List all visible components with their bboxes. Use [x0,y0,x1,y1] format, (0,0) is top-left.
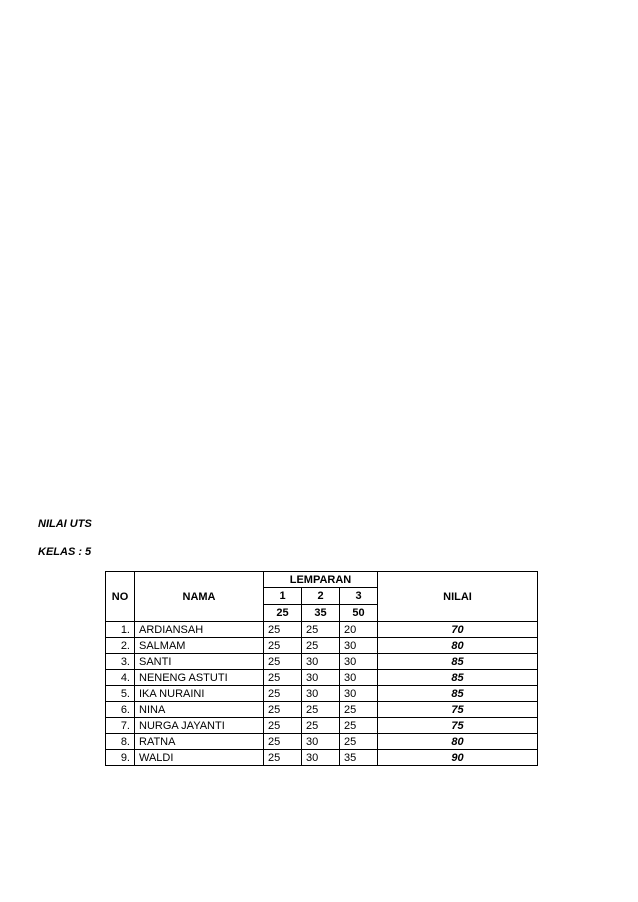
row-throw-3: 30 [340,670,378,686]
header-lemparan: LEMPARAN [264,572,378,588]
row-throw-1: 25 [264,750,302,766]
row-throw-2: 30 [302,734,340,750]
page-title: NILAI UTS [38,518,92,530]
row-throw-2: 30 [302,750,340,766]
row-throw-1: 25 [264,638,302,654]
header-max-2: 35 [302,605,340,622]
row-nilai: 75 [378,702,538,718]
header-nilai: NILAI [378,572,538,622]
header-no: NO [106,572,135,622]
class-label: KELAS : 5 [38,546,92,558]
row-throw-1: 25 [264,670,302,686]
row-throw-3: 35 [340,750,378,766]
row-no: 6. [106,702,135,718]
row-throw-2: 25 [302,638,340,654]
header-throw-1: 1 [264,588,302,605]
row-nama: ARDIANSAH [135,622,264,638]
row-nama: RATNA [135,734,264,750]
row-throw-2: 30 [302,654,340,670]
row-no: 2. [106,638,135,654]
row-throw-3: 30 [340,654,378,670]
row-throw-1: 25 [264,622,302,638]
row-nilai: 80 [378,734,538,750]
grades-table [105,571,538,766]
row-no: 5. [106,686,135,702]
row-nama: SALMAM [135,638,264,654]
row-no: 7. [106,718,135,734]
table-row [106,702,538,718]
row-nama: WALDI [135,750,264,766]
row-nilai: 70 [378,622,538,638]
row-throw-1: 25 [264,654,302,670]
row-nilai: 85 [378,686,538,702]
table-row [106,734,538,750]
row-throw-1: 25 [264,702,302,718]
row-nilai: 85 [378,654,538,670]
row-throw-2: 30 [302,670,340,686]
row-nilai: 85 [378,670,538,686]
row-throw-2: 25 [302,702,340,718]
table-row [106,622,538,638]
row-nilai: 80 [378,638,538,654]
header-throw-3: 3 [340,588,378,605]
row-no: 4. [106,670,135,686]
header-max-1: 25 [264,605,302,622]
row-no: 9. [106,750,135,766]
table-row [106,670,538,686]
row-throw-3: 25 [340,702,378,718]
header-nama: NAMA [135,572,264,622]
table-row [106,654,538,670]
row-nama: NURGA JAYANTI [135,718,264,734]
table-row [106,718,538,734]
table-row [106,638,538,654]
row-throw-3: 30 [340,686,378,702]
row-throw-2: 25 [302,622,340,638]
row-no: 8. [106,734,135,750]
table-row [106,686,538,702]
row-throw-3: 20 [340,622,378,638]
row-nama: NENENG ASTUTI [135,670,264,686]
table-row [106,750,538,766]
row-throw-2: 25 [302,718,340,734]
row-nilai: 90 [378,750,538,766]
row-throw-2: 30 [302,686,340,702]
row-nilai: 75 [378,718,538,734]
row-throw-3: 25 [340,734,378,750]
row-throw-1: 25 [264,686,302,702]
row-throw-3: 25 [340,718,378,734]
row-no: 1. [106,622,135,638]
row-throw-1: 25 [264,718,302,734]
row-throw-1: 25 [264,734,302,750]
header-max-3: 50 [340,605,378,622]
row-throw-3: 30 [340,638,378,654]
row-nama: IKA NURAINI [135,686,264,702]
row-no: 3. [106,654,135,670]
row-nama: NINA [135,702,264,718]
header-throw-2: 2 [302,588,340,605]
row-nama: SANTI [135,654,264,670]
